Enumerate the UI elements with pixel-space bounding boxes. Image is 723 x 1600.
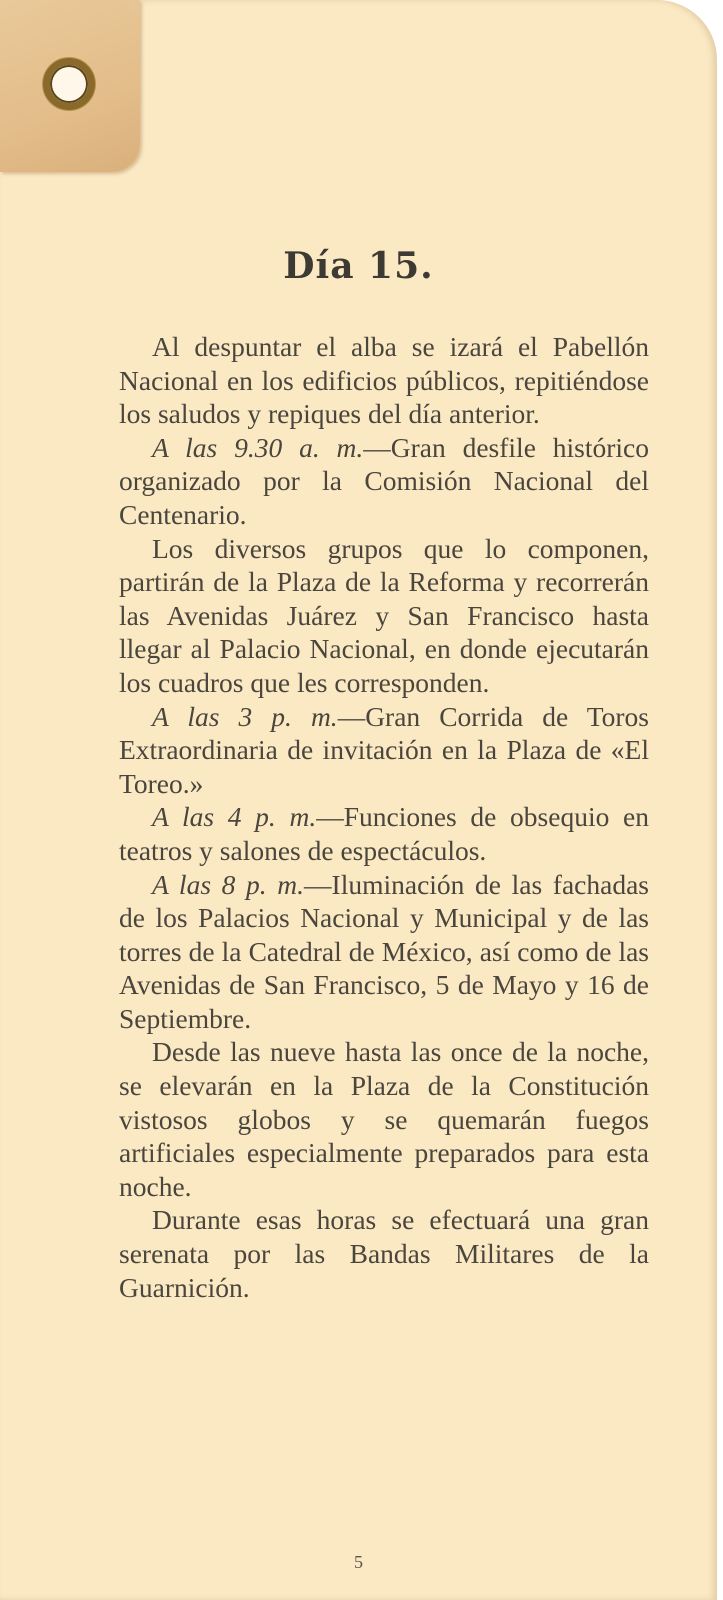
paragraph-text: Al despuntar el alba se izará el Pabellón Nacional en los edificios públicos, repitiéndose los saludos y repiques del día anterior. (119, 331, 649, 430)
paragraph-text: —Iluminación de las fachadas de los Palacios Nacional y Municipal y de las torres de la Catedral de México, así como de las Avenidas de San Francisco, 5 de Mayo y 16 de Septiembre. (119, 868, 649, 1034)
time-label: A las 3 p. m. (152, 700, 338, 732)
time-label: A las 9.30 a. m. (152, 431, 364, 463)
paragraph-bullfight (119, 700, 649, 801)
paragraph-theatres (119, 800, 649, 867)
paragraph-flag-raising (119, 330, 649, 431)
paragraph-text: Durante esas horas se efectuará una gran serenata por las Bandas Militares de la Guarnición. (119, 1204, 649, 1303)
paragraph-parade-route (119, 532, 649, 700)
paragraph-fireworks (119, 1035, 649, 1203)
paragraph-text: —Gran Corrida de Toros Extraordinaria de invitación en la Plaza de «El Toreo.» (119, 700, 649, 799)
paragraph-text: Desde las nueve hasta las once de la noche, se elevarán en la Plaza de la Constitución vistosos globos y se quemarán fuegos artificiales especialmente preparados para esta noche. (119, 1036, 649, 1202)
paragraph-illumination (119, 868, 649, 1036)
binding-tab (0, 0, 140, 172)
paragraph-serenade (119, 1203, 649, 1304)
time-label: A las 4 p. m. (152, 801, 317, 833)
page-number: 5 (354, 1552, 363, 1572)
program-text (119, 330, 649, 1304)
day-heading: Día 15. (283, 245, 434, 287)
time-label: A las 8 p. m. (152, 868, 305, 900)
eyelet-icon (43, 58, 95, 110)
paragraph-text: Los diversos grupos que lo componen, partirán de la Plaza de la Reforma y recorrerán las Avenidas Juárez y San Francisco hasta llegar al Palacio Nacional, en donde ejecutarán los cuadros que les corresponden. (119, 532, 649, 698)
paragraph-parade (119, 431, 649, 532)
paragraph-text: —Gran desfile histórico organizado por la Comisión Nacional del Centenario. (119, 431, 649, 530)
paragraph-text: —Funciones de obsequio en teatros y salones de espectáculos. (119, 801, 649, 866)
